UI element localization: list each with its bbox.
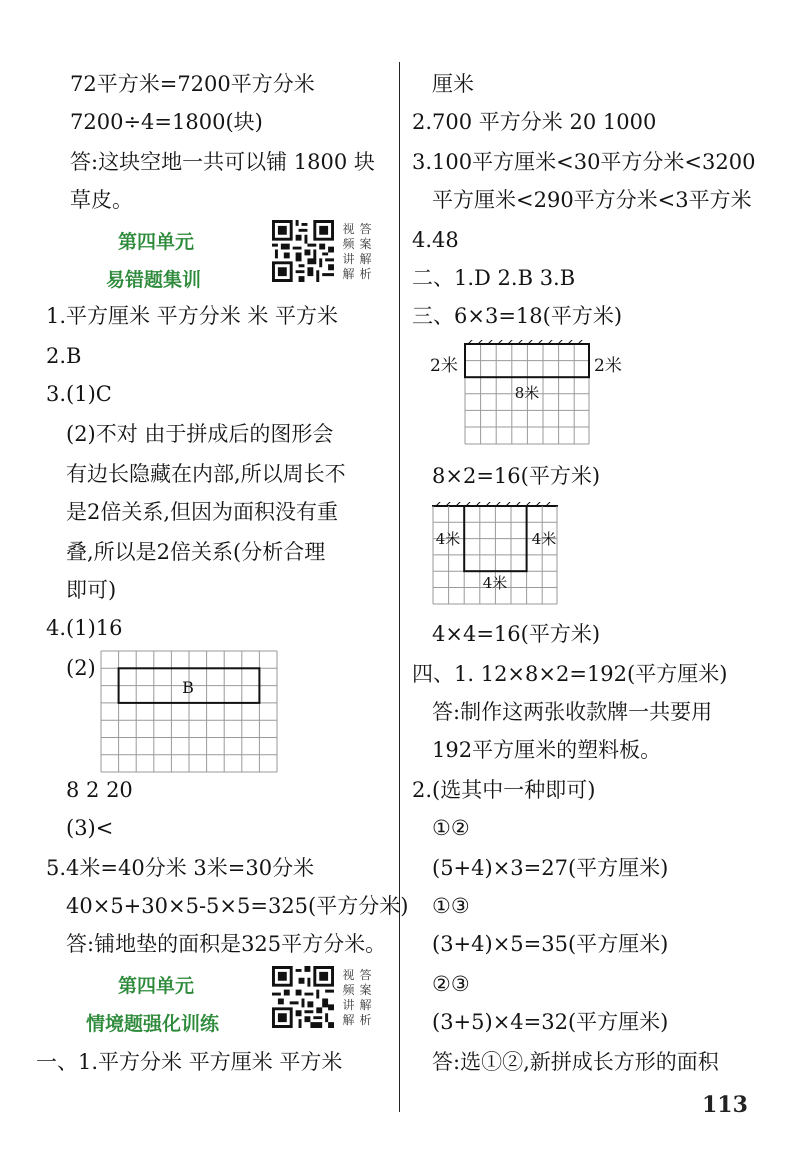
dimension-label: 2米: [594, 356, 622, 376]
answer-line: 是2倍关系,但因为面积没有重: [66, 500, 339, 524]
answer-line: 答:制作这两张收款牌一共要用: [432, 700, 713, 724]
qr-caption-char: 讲: [342, 252, 355, 266]
answer-line: 三、6×3=18(平方米): [412, 304, 623, 328]
answer-line: 8 2 20: [66, 778, 133, 802]
grid-diagram-b: [100, 650, 278, 774]
answer-line: 4×4=16(平方米): [432, 622, 601, 646]
unit-subtitle: 情境题强化训练: [86, 1013, 220, 1035]
answer-line: 平方厘米<290平方分米<3平方米: [432, 188, 752, 212]
answer-line: 即可): [66, 578, 117, 602]
qr-caption-char: 案: [359, 237, 372, 251]
column-divider: [399, 62, 400, 1112]
answer-line: 2.(选其中一种即可): [412, 778, 596, 802]
qr-caption-char: 析: [359, 1013, 372, 1027]
page-number: 113: [702, 1092, 748, 1118]
grid-diagram-fence-2: [432, 502, 558, 606]
qr-caption-char: 视: [342, 968, 355, 982]
text-line: 答:这块空地一共可以铺 1800 块: [70, 150, 375, 174]
answer-line: 192平方厘米的塑料板。: [432, 738, 662, 762]
answer-line: 3.(1)C: [46, 382, 112, 406]
dimension-label: 4米: [435, 530, 461, 548]
answer-line: 4.(1)16: [46, 616, 123, 640]
answer-line: 5.4米=40分米 3米=30分米: [46, 856, 315, 880]
unit-title: 第四单元: [118, 975, 195, 997]
answer-line: ②③: [432, 972, 470, 996]
answer-line: 答:铺地垫的面积是325平方分米。: [66, 932, 387, 956]
answer-line: 答:选①②,新拼成长方形的面积: [432, 1050, 719, 1074]
qr-caption-char: 解: [359, 252, 372, 266]
answer-line: 2.B: [46, 344, 82, 368]
answer-line: 有边长隐藏在内部,所以周长不: [66, 462, 346, 486]
grid-diagram-fence-1: [464, 340, 590, 446]
qr-caption-char: 解: [342, 1013, 355, 1027]
answer-line: (5+4)×3=27(平方厘米): [432, 856, 669, 880]
qr-caption-char: 讲: [342, 998, 355, 1012]
qr-code-icon[interactable]: [272, 966, 334, 1028]
qr-caption-char: 解: [359, 998, 372, 1012]
answer-line: 8×2=16(平方米): [432, 464, 601, 488]
answer-line: 一、1.平方分米 平方厘米 平方米: [36, 1050, 343, 1074]
rect-label: B: [182, 678, 194, 697]
qr-caption-char: 频: [342, 983, 355, 997]
answer-line: 3.100平方厘米<30平方分米<3200: [412, 150, 756, 174]
text-line: 7200÷4=1800(块): [70, 110, 263, 134]
unit-title: 第四单元: [118, 231, 195, 253]
answer-line: 1.平方厘米 平方分米 米 平方米: [46, 304, 339, 328]
answer-line: ①③: [432, 894, 470, 918]
answer-line: 叠,所以是2倍关系(分析合理: [66, 540, 326, 564]
dimension-label: 4米: [531, 530, 557, 548]
answer-line: 2.700 平方分米 20 1000: [412, 110, 657, 134]
qr-caption-char: 解: [342, 267, 355, 281]
qr-caption-char: 视: [342, 222, 355, 236]
qr-caption: [340, 968, 374, 1028]
qr-caption-char: 析: [359, 267, 372, 281]
answer-line: 40×5+30×5-5×5=325(平方分米): [66, 894, 409, 918]
answer-line: 厘米: [432, 72, 474, 96]
answer-line: 4.48: [412, 228, 459, 252]
dimension-label: 8米: [514, 384, 540, 402]
text-line: 草皮。: [70, 188, 133, 212]
dimension-label: 4米: [482, 574, 508, 592]
answer-line: 二、1.D 2.B 3.B: [412, 266, 576, 290]
qr-caption: [340, 222, 374, 282]
answer-line: (3)<: [66, 816, 114, 840]
unit-subtitle: 易错题集训: [106, 269, 202, 291]
qr-caption-char: 答: [359, 968, 372, 982]
qr-caption-char: 答: [359, 222, 372, 236]
answer-line: (3+5)×4=32(平方厘米): [432, 1010, 669, 1034]
qr-code-icon[interactable]: [272, 220, 334, 282]
qr-caption-char: 频: [342, 237, 355, 251]
answer-line: (2): [66, 656, 96, 680]
answer-line: 四、1. 12×8×2=192(平方厘米): [412, 662, 728, 686]
dimension-label: 2米: [430, 356, 458, 376]
answer-line: (3+4)×5=35(平方厘米): [432, 932, 669, 956]
answer-line: (2)不对 由于拼成后的图形会: [66, 422, 334, 446]
text-line: 72平方米=7200平方分米: [70, 72, 315, 96]
answer-line: ①②: [432, 816, 470, 840]
qr-caption-char: 案: [359, 983, 372, 997]
